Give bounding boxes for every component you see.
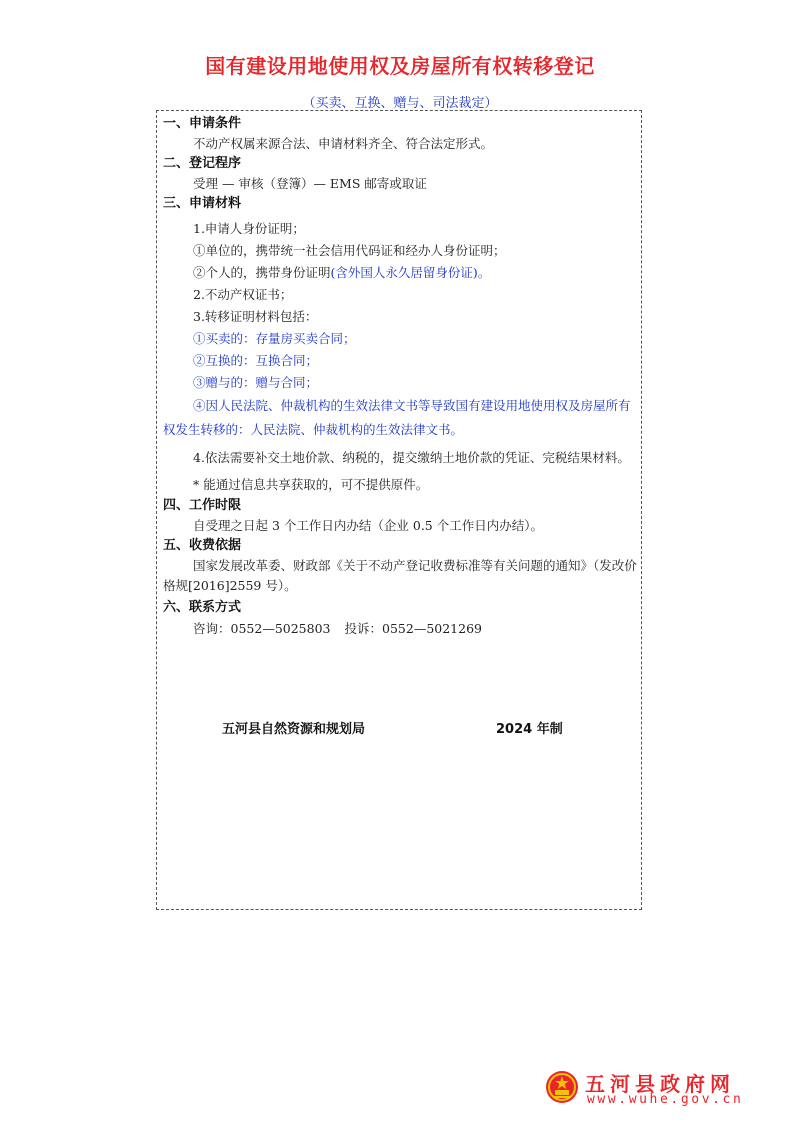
- site-logo[interactable]: [545, 1066, 755, 1110]
- site-name: 五河县政府网: [585, 1072, 735, 1096]
- document-subtitle: （买卖、互换、赠与、司法裁定）: [302, 96, 498, 111]
- materials-item-3a: ①买卖的：存量房买卖合同；: [193, 331, 356, 346]
- materials-item-1b-note: (含外国人永久居留身份证)。: [330, 265, 491, 280]
- section-heading-contact: 六、联系方式: [163, 600, 242, 615]
- site-url: www.wuhe.gov.cn: [587, 1092, 744, 1107]
- materials-item-4: 4.依法需要补交土地价款、纳税的，提交缴纳土地价款的凭证、完税结果材料。: [193, 450, 630, 465]
- materials-item-1a: ①单位的，携带统一社会信用代码证和经办人身份证明；: [193, 243, 506, 258]
- materials-item-3c: ③赠与的：赠与合同；: [193, 375, 319, 390]
- consult-phone: 0552—5025803: [230, 621, 331, 636]
- conditions-text: 不动产权属来源合法、申请材料齐全、符合法定形式。: [193, 136, 494, 151]
- national-emblem-icon: [545, 1070, 579, 1104]
- issue-year: 2024 年制: [496, 722, 563, 737]
- materials-note: * 能通过信息共享获取的，可不提供原件。: [193, 477, 429, 492]
- materials-item-1b-text: ②个人的，携带身份证明: [193, 265, 331, 280]
- materials-item-2: 2.不动产权证书；: [193, 287, 293, 302]
- section-heading-conditions: 一、申请条件: [163, 116, 242, 131]
- materials-item-1: 1.申请人身份证明；: [193, 221, 305, 236]
- section-heading-time-limit: 四、工作时限: [163, 498, 242, 513]
- procedure-text: 受理 — 审核（登簿）— EMS 邮寄或取证: [193, 176, 427, 191]
- complaint-phone: 0552—5021269: [382, 621, 482, 636]
- materials-item-3d: ④因人民法院、仲裁机构的生效法律文书等导致国有建设用地使用权及房屋所有权发生转移的：人民法院、仲裁机构的生效法律文书。: [163, 398, 631, 437]
- time-limit-text: 自受理之日起 3 个工作日内办结（企业 0.5 个工作日内办结）。: [193, 518, 543, 533]
- section-heading-fee-basis: 五、收费依据: [163, 538, 242, 553]
- document-body: [163, 114, 639, 640]
- materials-item-1b: [163, 262, 639, 284]
- complaint-label: 投诉：: [344, 621, 383, 636]
- issuing-organization: 五河县自然资源和规划局: [222, 722, 366, 737]
- section-heading-materials: 三、申请材料: [163, 196, 242, 211]
- consult-label: 咨询：: [193, 621, 231, 636]
- fee-basis-text: 国家发展改革委、财政部《关于不动产登记收费标准等有关问题的通知》（发改价格规[2016]2559 号）。: [163, 558, 637, 593]
- materials-item-3: 3.转移证明材料包括：: [193, 309, 318, 324]
- section-heading-procedure: 二、登记程序: [163, 156, 242, 171]
- materials-item-3b: ②互换的：互换合同；: [193, 353, 319, 368]
- contact-line: [163, 618, 639, 640]
- document-title: 国有建设用地使用权及房屋所有权转移登记: [205, 54, 595, 78]
